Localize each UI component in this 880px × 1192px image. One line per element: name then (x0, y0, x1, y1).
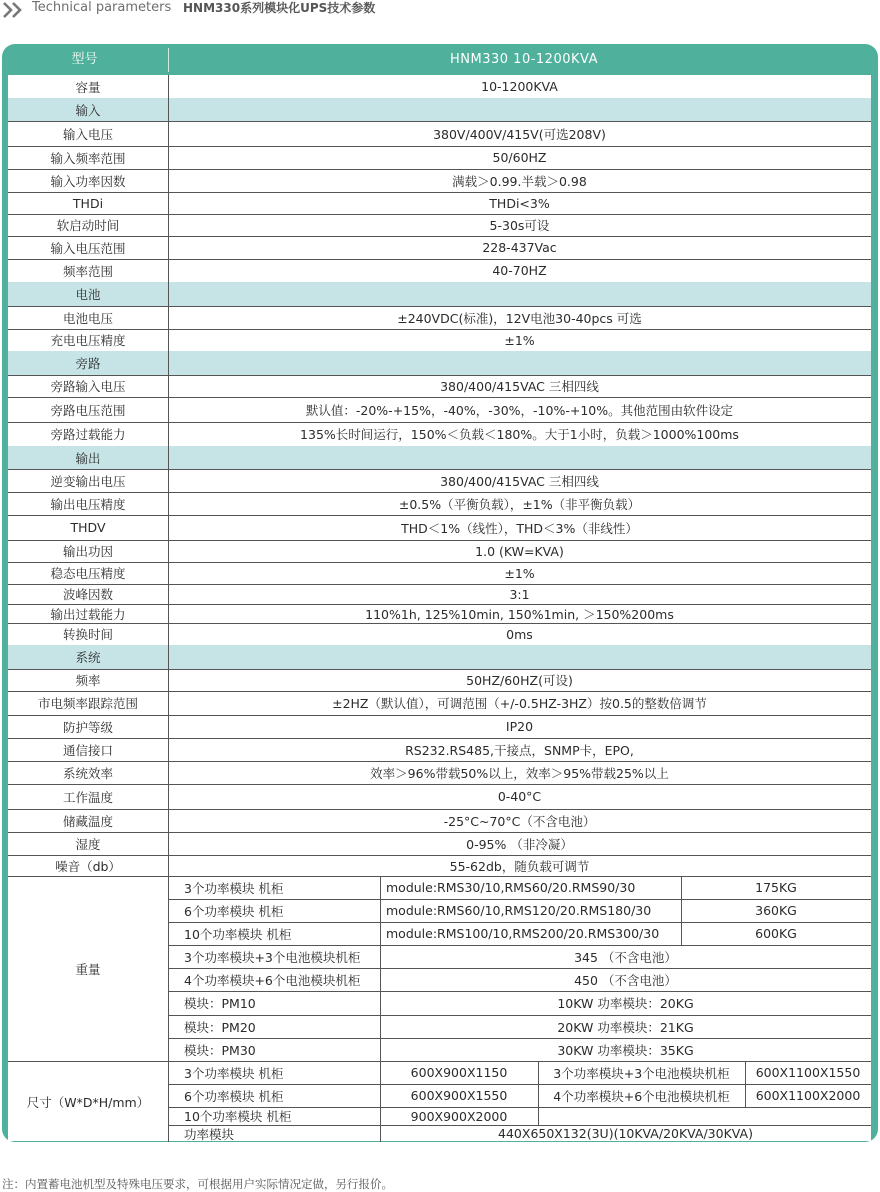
param-value: 380/400/415VAC 三相四线 (440, 379, 599, 394)
param-value: 效率＞96%带载50%以上，效率＞95%带载25%以上 (370, 765, 669, 781)
weight-item-value: 345 （不含电池） (574, 949, 677, 965)
weight-item-name: 10个功率模块 机柜 (184, 926, 292, 942)
param-value: 380V/400V/415V(可选208V) (433, 126, 606, 142)
grid-line (681, 899, 682, 922)
grid-line (681, 876, 682, 899)
param-value: 默认值：-20%-+15%，-40%，-30%，-10%-+10%。其他范围由软件设定 (305, 402, 734, 418)
weight-label: 重量 (75, 961, 101, 977)
grid-line (538, 1061, 539, 1084)
param-label: 充电电压精度 (50, 333, 126, 348)
grid-line (168, 75, 169, 876)
param-value: 55-62db，随负载可调节 (449, 858, 590, 874)
param-label: 储藏温度 (62, 813, 113, 829)
weight-item-module: module:RMS100/10,RMS200/20.RMS300/30 (386, 926, 660, 941)
weight-item-value: 600KG (755, 926, 797, 941)
size-item-name: 10个功率模块 机柜 (184, 1109, 292, 1124)
param-value: -25°C~70°C（不含电池） (443, 813, 596, 829)
weight-item-name: 3个功率模块+3个电池模块机柜 (184, 949, 361, 965)
param-label: 频率范围 (62, 263, 113, 279)
param-value: ±240VDC(标准)，12V电池30-40pcs 可选 (397, 310, 642, 326)
param-value: ±0.5%（平衡负载），±1%（非平衡负载） (398, 496, 641, 512)
size-item-name: 6个功率模块 机柜 (184, 1088, 284, 1104)
param-label: 防护等级 (62, 719, 113, 735)
size-item-value: 600X900X1550 (410, 1088, 508, 1103)
grid-line (745, 1061, 746, 1084)
size-item-value: 900X900X2000 (410, 1108, 508, 1124)
param-label: 转换时间 (62, 627, 113, 642)
param-label: 电池电压 (62, 310, 113, 326)
weight-item-value: 450 （不含电池） (574, 972, 677, 988)
param-value: 50HZ/60HZ(可设) (466, 673, 573, 688)
weight-item-name: 3个功率模块 机柜 (184, 880, 284, 896)
param-value: 228-437Vac (482, 240, 557, 255)
model-value-header: HNM330 10-1200KVA (450, 52, 598, 67)
param-value: 50/60HZ (492, 150, 547, 165)
param-value: RS232.RS485,干接点，SNMP卡，EPO, (405, 742, 634, 758)
param-label: 输入电压 (62, 126, 113, 142)
double-chevron-icon (2, 1, 24, 19)
grid-line (745, 1084, 746, 1107)
grid-line (168, 876, 169, 1061)
param-label: 工作温度 (62, 789, 113, 805)
param-label: 旁路电压范围 (50, 402, 126, 418)
param-value: 满载＞0.99.半载＞0.98 (452, 173, 587, 189)
param-value: 0ms (506, 626, 533, 642)
weight-item-name: 模块：PM20 (184, 1019, 256, 1035)
page-header (0, 0, 880, 22)
size-item-name: 3个功率模块 机柜 (184, 1065, 284, 1081)
weight-item-module: module:RMS60/10,RMS120/20.RMS180/30 (386, 903, 652, 918)
weight-item-name: 4个功率模块+6个电池模块机柜 (184, 972, 361, 988)
size-item-name: 功率模块 (184, 1126, 235, 1142)
weight-item-value: 360KG (755, 903, 797, 918)
footnote: 注：内置蓄电池机型及特殊电压要求，可根据用户实际情况定做，另行报价。 (2, 1177, 393, 1191)
param-value: ±2HZ（默认值），可调范围（+/-0.5HZ-3HZ）按0.5的整数倍调节 (332, 696, 707, 711)
weight-item-value: 10KW 功率模块：20KG (557, 996, 694, 1011)
grid-line (168, 1061, 169, 1142)
section-label: 系统 (75, 650, 101, 665)
weight-item-value: 30KW 功率模块：35KG (557, 1042, 694, 1058)
weight-item-name: 6个功率模块 机柜 (184, 903, 284, 919)
param-value: 1.0 (KW=KVA) (475, 543, 564, 559)
param-value: ±1% (504, 565, 535, 581)
param-label: 系统效率 (62, 765, 113, 781)
param-label: 逆变输出电压 (50, 473, 126, 489)
size-item-value: 600X900X1150 (410, 1065, 508, 1080)
size-item-value: 440X650X132(3U)(10KVA/20KVA/30KVA) (498, 1126, 753, 1141)
param-value: 380/400/415VAC 三相四线 (440, 473, 599, 489)
header-english-title: Technical parameters (32, 0, 172, 15)
param-label: 输入功率因数 (50, 173, 126, 189)
weight-item-name: 模块：PM10 (184, 996, 256, 1011)
section-label: 输入 (75, 102, 101, 118)
param-value: 10-1200KVA (481, 79, 558, 94)
param-label: 市电频率跟踪范围 (37, 696, 138, 711)
grid-line (538, 1107, 539, 1125)
size-item-value-2: 600X1100X1550 (755, 1065, 861, 1080)
grid-line (538, 1084, 539, 1107)
section-label: 输出 (75, 450, 101, 466)
size-item-name-2: 4个功率模块+6个电池模块机柜 (553, 1088, 730, 1104)
param-value: 5-30s可设 (489, 218, 550, 233)
param-value: IP20 (505, 719, 534, 734)
weight-item-module: module:RMS30/10,RMS60/20.RMS90/30 (386, 880, 636, 895)
param-label: 噪音（db） (55, 858, 121, 874)
param-value: 0-95% （非冷凝） (466, 836, 573, 852)
param-value: ±1% (504, 332, 535, 348)
section-label: 旁路 (75, 356, 101, 371)
param-label: 波峰因数 (62, 587, 113, 602)
size-item-name-2: 3个功率模块+3个电池模块机柜 (553, 1065, 730, 1081)
param-label: 输出功因 (62, 544, 113, 559)
param-label: 输入频率范围 (50, 150, 126, 166)
param-label: THDV (70, 520, 106, 535)
model-column-header: 型号 (71, 52, 98, 67)
param-label: 输入电压范围 (50, 240, 126, 256)
param-value: 40-70HZ (492, 263, 547, 278)
section-label: 电池 (75, 287, 101, 302)
param-value: 0-40°C (497, 789, 542, 804)
param-label: 湿度 (75, 836, 101, 852)
weight-item-value: 20KW 功率模块：21KG (557, 1019, 694, 1035)
param-label: 输出过载能力 (50, 606, 126, 622)
param-value: 135%长时间运行，150%＜负载＜180%。大于1小时，负载＞1000%100ms (300, 427, 739, 442)
param-label: 通信接口 (62, 742, 113, 758)
param-label: THDi (72, 195, 104, 211)
param-label: 输出电压精度 (50, 496, 126, 512)
param-label: 频率 (75, 673, 101, 688)
param-label: 旁路过载能力 (50, 427, 126, 442)
param-value: 3:1 (509, 586, 530, 602)
param-label: 软启动时间 (56, 218, 120, 233)
param-label: 旁路输入电压 (50, 379, 126, 394)
param-label: 稳态电压精度 (50, 566, 126, 581)
param-value: 110%1h, 125%10min, 150%1min, ＞150%200ms (365, 606, 674, 622)
size-item-value-2: 600X1100X2000 (755, 1088, 861, 1103)
size-label: 尺寸（W*D*H/mm） (26, 1094, 150, 1110)
header-chinese-title: HNM330系列模块化UPS技术参数 (183, 1, 376, 15)
grid-line (380, 1061, 381, 1142)
weight-item-name: 模块：PM30 (184, 1042, 256, 1058)
header-divider (168, 48, 169, 72)
grid-line (380, 876, 381, 1061)
param-value: THD＜1%（线性），THD＜3%（非线性） (401, 520, 638, 536)
weight-item-value: 175KG (755, 880, 797, 895)
param-label: 容量 (75, 79, 101, 95)
param-value: THDi<3% (489, 195, 550, 211)
grid-line (681, 922, 682, 945)
